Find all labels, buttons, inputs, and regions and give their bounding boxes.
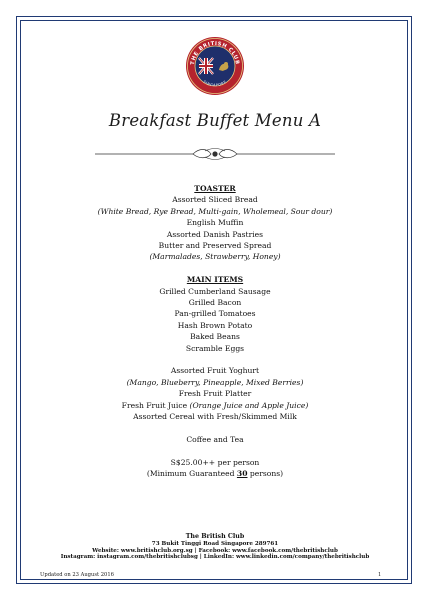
menu-item: Scramble Eggs	[185, 343, 245, 353]
juice-label: Fresh Fruit Juice	[121, 400, 190, 410]
updated-date: Updated on 23 August 2016	[40, 572, 114, 578]
menu-content	[0, 183, 430, 480]
menu-item-description: (Mango, Blueberry, Pineapple, Mixed Berries)	[126, 377, 304, 387]
ornament-divider	[95, 146, 335, 160]
section-heading-toaster: TOASTER	[194, 184, 236, 193]
drinks-item: Coffee and Tea	[186, 434, 244, 444]
logo-ring-bottom-text: SINGAPORE	[202, 79, 228, 88]
footer-address: 73 Bukit Tinggi Road Singapore 289761	[151, 540, 279, 547]
menu-item: Grilled Bacon	[188, 298, 242, 308]
british-club-logo	[185, 36, 245, 96]
menu-item: Grilled Cumberland Sausage	[159, 286, 271, 296]
menu-item: Assorted Fruit Yoghurt	[170, 366, 260, 376]
menu-item: Fresh Fruit Platter	[178, 389, 252, 399]
footer	[0, 534, 430, 561]
logo-ring-top-text: THE BRITISH CLUB	[189, 40, 241, 66]
menu-item-description: (Marmalades, Strawberry, Honey)	[149, 252, 281, 262]
juice-types: (Orange Juice and Apple Juice)	[189, 400, 309, 410]
footer-web-links[interactable]: Website: www.britishclub.org.sg | Facebook: www.facebook.com/thebritishclub	[92, 547, 338, 554]
menu-item: Butter and Preserved Spread	[158, 241, 272, 251]
minimum-suffix: persons)	[247, 469, 284, 479]
price-text: S$25.00++ per person	[170, 457, 260, 467]
menu-item: Pan-grilled Tomatoes	[174, 309, 256, 319]
menu-item: Baked Beans	[190, 332, 240, 342]
section-heading-main-items: MAIN ITEMS	[186, 275, 244, 285]
menu-item: Assorted Sliced Bread	[172, 195, 258, 205]
minimum-prefix: (Minimum Guaranteed	[146, 469, 237, 479]
menu-item-description: (White Bread, Rye Bread, Multi-gain, Wholemeal, Sour dour)	[97, 206, 333, 216]
minimum-guarantee	[0, 468, 430, 479]
menu-item: Assorted Danish Pastries	[166, 229, 264, 239]
footer-org-name: The British Club	[185, 533, 245, 540]
menu-title: Breakfast Buffet Menu A	[108, 111, 322, 130]
menu-item-juice	[0, 400, 430, 411]
minimum-number: 30	[236, 469, 248, 479]
page-number: 1	[378, 572, 382, 578]
footer-social-links[interactable]: Instagram: instagram.com/thebritishclubsg | LinkedIn: www.linkedin.com/company/thebritishclub	[60, 554, 370, 561]
menu-item: Hash Brown Potato	[177, 320, 253, 330]
menu-item: Assorted Cereal with Fresh/Skimmed Milk	[133, 412, 297, 422]
menu-item: English Muffin	[186, 218, 244, 228]
